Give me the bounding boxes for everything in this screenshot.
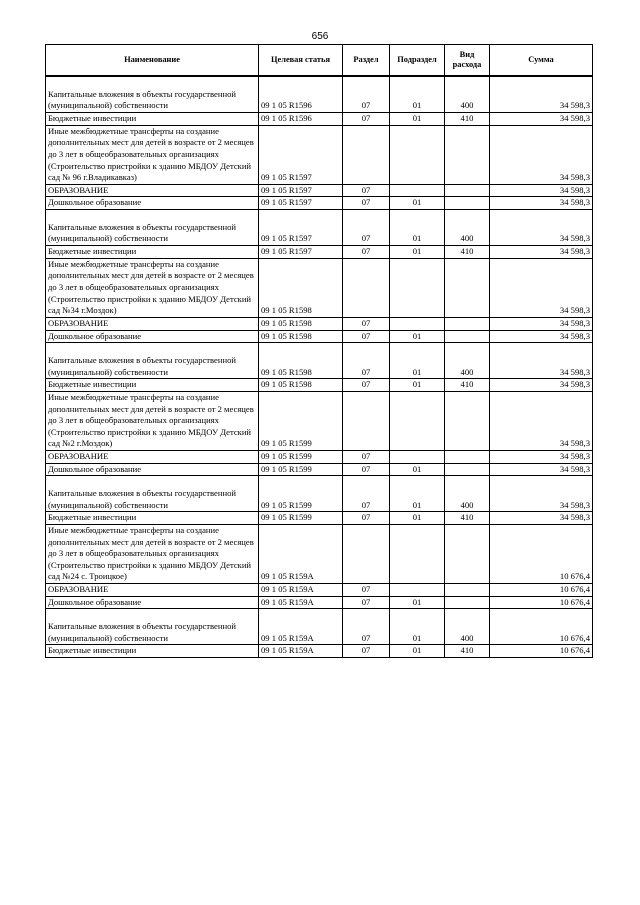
cell-section: 07 [343, 609, 390, 645]
cell-target: 09 1 05 R1599 [259, 391, 343, 450]
cell-sum: 34 598,3 [490, 463, 593, 476]
cell-subsection [390, 525, 445, 584]
cell-section: 07 [343, 76, 390, 113]
cell-section [343, 525, 390, 584]
cell-subsection: 01 [390, 645, 445, 658]
cell-section: 07 [343, 210, 390, 246]
cell-sum: 34 598,3 [490, 391, 593, 450]
cell-type [445, 584, 490, 597]
cell-name: Бюджетные инвестиции [46, 113, 259, 126]
cell-section: 07 [343, 343, 390, 379]
cell-type [445, 184, 490, 197]
cell-subsection [390, 184, 445, 197]
cell-type: 410 [445, 113, 490, 126]
cell-type [445, 330, 490, 343]
table-row [46, 330, 593, 343]
cell-target: 09 1 05 R1597 [259, 210, 343, 246]
cell-subsection [390, 391, 445, 450]
cell-name: ОБРАЗОВАНИЕ [46, 184, 259, 197]
cell-sum: 34 598,3 [490, 125, 593, 184]
cell-type [445, 317, 490, 330]
cell-type: 400 [445, 210, 490, 246]
cell-sum: 34 598,3 [490, 258, 593, 317]
table-row [46, 450, 593, 463]
cell-target: 09 1 05 R1596 [259, 113, 343, 126]
cell-sum: 34 598,3 [490, 317, 593, 330]
cell-target: 09 1 05 R1598 [259, 343, 343, 379]
header-expense-type: Вид расхода [445, 45, 490, 77]
cell-section: 07 [343, 512, 390, 525]
cell-target: 09 1 05 R1598 [259, 330, 343, 343]
table-row [46, 258, 593, 317]
cell-name: Иные межбюджетные трансферты на создание дополнительных мест для детей в возрасте от 2 месяцев до 3 лет в общеобразовательных организациях (Строительство пристройки к зданию МБДОУ Детский сад №24 с. Троицкое) [46, 525, 259, 584]
page-number: 656 [311, 31, 329, 42]
cell-subsection [390, 450, 445, 463]
cell-target: 09 1 05 R1599 [259, 512, 343, 525]
budget-table [45, 44, 593, 658]
cell-sum: 34 598,3 [490, 197, 593, 210]
table-row [46, 512, 593, 525]
cell-sum: 34 598,3 [490, 210, 593, 246]
header-section: Раздел [343, 45, 390, 77]
cell-type [445, 525, 490, 584]
cell-subsection: 01 [390, 343, 445, 379]
cell-target: 09 1 05 R159А [259, 525, 343, 584]
cell-name: Капитальные вложения в объекты государственной (муниципальной) собственности [46, 210, 259, 246]
table-row [46, 379, 593, 392]
cell-section [343, 258, 390, 317]
header-target-article: Целевая статья [259, 45, 343, 77]
cell-section [343, 125, 390, 184]
cell-name: ОБРАЗОВАНИЕ [46, 317, 259, 330]
table-row [46, 645, 593, 658]
cell-section: 07 [343, 197, 390, 210]
cell-sum: 10 676,4 [490, 645, 593, 658]
table-row [46, 596, 593, 609]
table-row [46, 463, 593, 476]
cell-name: Дошкольное образование [46, 596, 259, 609]
cell-name: ОБРАЗОВАНИЕ [46, 450, 259, 463]
cell-sum: 34 598,3 [490, 476, 593, 512]
cell-type [445, 125, 490, 184]
table-row [46, 76, 593, 113]
cell-name: Бюджетные инвестиции [46, 645, 259, 658]
table-row [46, 343, 593, 379]
cell-name: Капитальные вложения в объекты государственной (муниципальной) собственности [46, 609, 259, 645]
cell-type [445, 391, 490, 450]
cell-sum: 34 598,3 [490, 379, 593, 392]
table-row [46, 391, 593, 450]
cell-section: 07 [343, 584, 390, 597]
table-row [46, 317, 593, 330]
cell-target: 09 1 05 R159А [259, 584, 343, 597]
cell-target: 09 1 05 R1598 [259, 317, 343, 330]
cell-section: 07 [343, 450, 390, 463]
header-subsection: Подраздел [390, 45, 445, 77]
cell-subsection: 01 [390, 113, 445, 126]
cell-sum: 10 676,4 [490, 609, 593, 645]
cell-subsection: 01 [390, 246, 445, 259]
cell-section: 07 [343, 463, 390, 476]
cell-target: 09 1 05 R1599 [259, 463, 343, 476]
cell-target: 09 1 05 R1596 [259, 76, 343, 113]
cell-type: 400 [445, 76, 490, 113]
cell-name: Иные межбюджетные трансферты на создание дополнительных мест для детей в возрасте от 2 месяцев до 3 лет в общеобразовательных организациях (Строительство пристройки к зданию МБДОУ Детский сад №34 г.Моздок) [46, 258, 259, 317]
cell-type: 410 [445, 645, 490, 658]
table-row [46, 113, 593, 126]
cell-type: 400 [445, 609, 490, 645]
table-header-row [46, 45, 593, 77]
cell-section: 07 [343, 476, 390, 512]
header-amount: Сумма [490, 45, 593, 77]
cell-sum: 34 598,3 [490, 246, 593, 259]
cell-name: Капитальные вложения в объекты государственной (муниципальной) собственности [46, 343, 259, 379]
cell-sum: 34 598,3 [490, 76, 593, 113]
cell-name: Дошкольное образование [46, 463, 259, 476]
cell-sum: 34 598,3 [490, 330, 593, 343]
cell-name: Иные межбюджетные трансферты на создание дополнительных мест для детей в возрасте от 2 месяцев до 3 лет в общеобразовательных организациях (Строительство пристройки к зданию МБДОУ Детский сад №2 г.Моздок) [46, 391, 259, 450]
cell-subsection: 01 [390, 476, 445, 512]
cell-type: 410 [445, 512, 490, 525]
cell-type: 410 [445, 246, 490, 259]
table-row [46, 210, 593, 246]
cell-section: 07 [343, 596, 390, 609]
table-row [46, 525, 593, 584]
cell-subsection: 01 [390, 379, 445, 392]
cell-sum: 10 676,4 [490, 525, 593, 584]
cell-target: 09 1 05 R1597 [259, 197, 343, 210]
cell-subsection: 01 [390, 210, 445, 246]
cell-name: Бюджетные инвестиции [46, 246, 259, 259]
cell-section: 07 [343, 184, 390, 197]
table-row [46, 197, 593, 210]
cell-subsection: 01 [390, 609, 445, 645]
cell-section: 07 [343, 379, 390, 392]
cell-subsection: 01 [390, 463, 445, 476]
cell-type [445, 450, 490, 463]
cell-name: Бюджетные инвестиции [46, 512, 259, 525]
cell-sum: 34 598,3 [490, 512, 593, 525]
cell-type: 400 [445, 343, 490, 379]
cell-section: 07 [343, 246, 390, 259]
table-row [46, 584, 593, 597]
cell-section: 07 [343, 330, 390, 343]
cell-type [445, 596, 490, 609]
cell-target: 09 1 05 R159А [259, 596, 343, 609]
table-row [46, 184, 593, 197]
cell-target: 09 1 05 R1597 [259, 184, 343, 197]
cell-section: 07 [343, 317, 390, 330]
cell-section: 07 [343, 113, 390, 126]
cell-target: 09 1 05 R1598 [259, 379, 343, 392]
cell-subsection [390, 584, 445, 597]
cell-name: Бюджетные инвестиции [46, 379, 259, 392]
cell-target: 09 1 05 R1598 [259, 258, 343, 317]
cell-type [445, 258, 490, 317]
cell-target: 09 1 05 R159А [259, 645, 343, 658]
cell-name: Капитальные вложения в объекты государственной (муниципальной) собственности [46, 76, 259, 113]
cell-sum: 34 598,3 [490, 113, 593, 126]
cell-sum: 34 598,3 [490, 184, 593, 197]
cell-target: 09 1 05 R159А [259, 609, 343, 645]
table-row [46, 476, 593, 512]
cell-sum: 10 676,4 [490, 596, 593, 609]
cell-target: 09 1 05 R1599 [259, 450, 343, 463]
cell-name: Дошкольное образование [46, 197, 259, 210]
table-row [46, 246, 593, 259]
cell-subsection [390, 258, 445, 317]
cell-name: ОБРАЗОВАНИЕ [46, 584, 259, 597]
cell-name: Иные межбюджетные трансферты на создание дополнительных мест для детей в возрасте от 2 месяцев до 3 лет в общеобразовательных организациях (Строительство пристройки к зданию МБДОУ Детский сад № 96 г.Владикавказ) [46, 125, 259, 184]
cell-subsection: 01 [390, 512, 445, 525]
cell-subsection: 01 [390, 330, 445, 343]
cell-subsection: 01 [390, 596, 445, 609]
table-row [46, 609, 593, 645]
cell-type: 410 [445, 379, 490, 392]
table-body [46, 76, 593, 658]
cell-sum: 10 676,4 [490, 584, 593, 597]
table-row [46, 125, 593, 184]
cell-sum: 34 598,3 [490, 450, 593, 463]
cell-sum: 34 598,3 [490, 343, 593, 379]
cell-section: 07 [343, 645, 390, 658]
cell-subsection: 01 [390, 197, 445, 210]
cell-name: Дошкольное образование [46, 330, 259, 343]
cell-subsection [390, 317, 445, 330]
cell-type [445, 463, 490, 476]
cell-subsection: 01 [390, 76, 445, 113]
cell-type: 400 [445, 476, 490, 512]
cell-target: 09 1 05 R1599 [259, 476, 343, 512]
header-name: Наименование [46, 45, 259, 77]
cell-target: 09 1 05 R1597 [259, 246, 343, 259]
cell-type [445, 197, 490, 210]
cell-section [343, 391, 390, 450]
cell-name: Капитальные вложения в объекты государственной (муниципальной) собственности [46, 476, 259, 512]
cell-subsection [390, 125, 445, 184]
cell-target: 09 1 05 R1597 [259, 125, 343, 184]
